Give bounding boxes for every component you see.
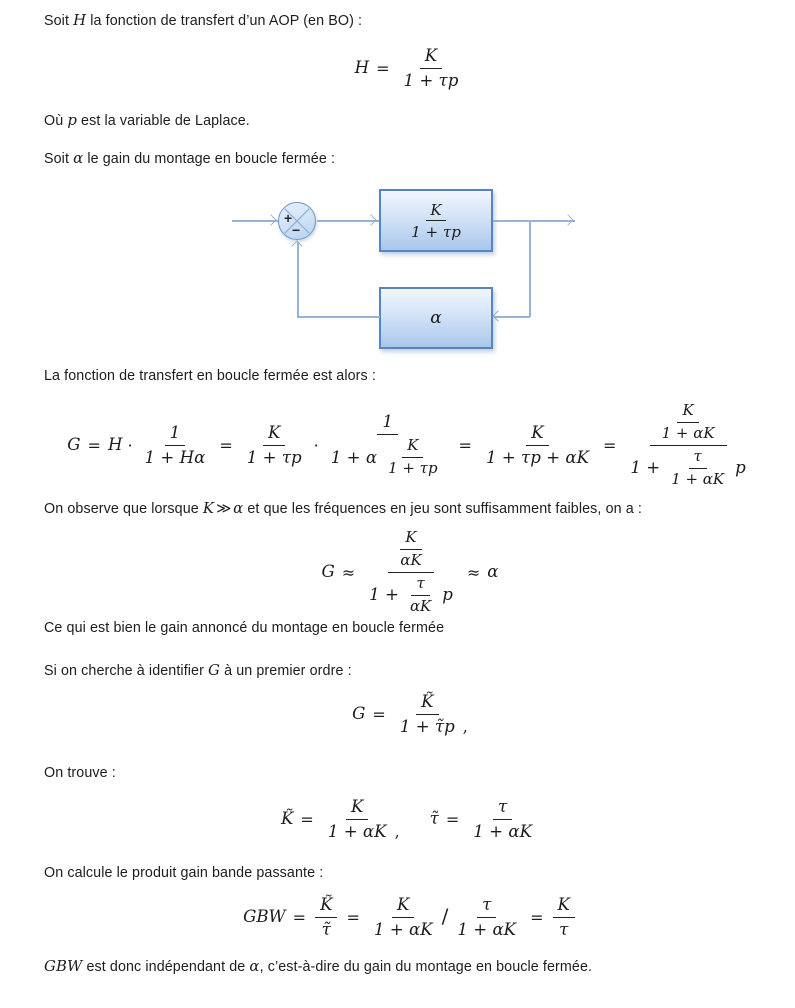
fraction — [481, 423, 594, 468]
math-var: K̃ — [281, 809, 294, 829]
much-greater-sign: ≫ — [216, 501, 232, 517]
fraction-numerator: τ — [689, 448, 707, 469]
fraction-numerator: K — [263, 423, 285, 446]
fraction-numerator: K — [400, 529, 421, 550]
math-term: 1 + — [630, 458, 661, 478]
text-segment: la fonction de transfert d’un AOP (en BO) : — [86, 13, 363, 29]
math-var-p: p — [67, 111, 77, 129]
math-var: p — [442, 585, 453, 605]
fraction — [625, 402, 750, 489]
fraction — [315, 895, 337, 940]
equals-sign: = — [376, 58, 390, 78]
paragraph-alpha-gain — [44, 149, 765, 169]
fraction-denominator — [364, 573, 458, 616]
nested-fraction — [657, 402, 720, 443]
formula-approximation — [25, 529, 795, 616]
math-var-alpha: α — [249, 957, 260, 975]
fraction-numerator: K — [420, 46, 442, 69]
text-segment: le gain du montage en boucle fermée : — [83, 151, 336, 167]
fraction-numerator: K — [402, 437, 423, 458]
text-segment: On observe que lorsque — [44, 501, 203, 517]
fraction-numerator: K — [677, 402, 698, 423]
equals-sign: = — [292, 907, 307, 927]
plus-sign: + — [284, 210, 293, 226]
minus-sign: − — [292, 222, 301, 238]
math-var-G: G — [208, 661, 221, 679]
text-segment: Si on cherche à identifier — [44, 663, 209, 679]
math-var: GBW — [243, 907, 286, 927]
fraction-numerator: K — [426, 201, 445, 221]
fraction — [242, 423, 307, 468]
paragraph-laplace — [44, 111, 765, 131]
text-segment: Soit — [44, 13, 74, 29]
text-segment: La fonction de transfert en boucle fermée est alors : — [44, 368, 376, 384]
text-segment: , c’est-à-dire du gain du montage en boucle fermée. — [259, 959, 593, 975]
math-var-H: H — [73, 11, 87, 29]
fraction-denominator: 1 + αK — [327, 821, 387, 841]
fraction-denominator: τ — [559, 919, 569, 939]
text-segment: est donc indépendant de — [82, 959, 250, 975]
paragraph-intro-transfer-function — [44, 11, 765, 31]
fraction-denominator: αK — [400, 550, 422, 569]
multiply-dot: · — [127, 435, 133, 455]
fraction — [140, 423, 211, 468]
nested-fraction — [405, 575, 436, 616]
fraction-denominator — [326, 435, 450, 478]
paragraph-gain-confirmation — [44, 619, 765, 638]
equals-sign: = — [530, 907, 544, 927]
math-term: 1 + — [369, 585, 399, 605]
nested-fraction — [666, 448, 729, 489]
fraction-denominator — [625, 446, 750, 489]
text-segment: à un premier ordre : — [220, 663, 352, 679]
text-segment: Soit — [44, 151, 74, 167]
division-slash: / — [441, 904, 449, 929]
fraction — [395, 692, 460, 737]
fraction-numerator: τ — [411, 575, 429, 596]
math-var: G — [321, 562, 335, 582]
fraction-denominator: 1 + τp — [246, 447, 302, 467]
fraction-numerator: K̃ — [416, 692, 438, 715]
math-var: H — [107, 435, 123, 455]
multiply-dot: · — [313, 435, 319, 455]
equals-sign: = — [372, 704, 386, 724]
fraction-numerator: K — [553, 895, 575, 918]
math-var-K: K — [202, 499, 215, 517]
equals-sign: = — [445, 809, 460, 829]
fraction — [323, 797, 392, 842]
paragraph-first-order — [44, 661, 765, 681]
fraction-denominator: 1 + αK — [373, 919, 433, 939]
feedback-return-line — [297, 316, 380, 318]
fraction — [369, 895, 438, 940]
fraction-denominator: 1 + τp + αK — [485, 447, 589, 467]
equals-sign: = — [458, 435, 472, 455]
text-segment: Où — [44, 113, 68, 129]
fraction-numerator: K — [346, 797, 368, 820]
fraction — [364, 529, 458, 616]
arrowhead-up-icon — [291, 240, 302, 251]
formula-closed-loop-derivation — [25, 402, 795, 489]
text-segment: est la variable de Laplace. — [76, 113, 250, 129]
text-segment: et que les fréquences en jeu sont suffisamment faibles, on a : — [243, 501, 642, 517]
nested-fraction — [383, 437, 442, 478]
math-var-alpha: α — [233, 499, 244, 517]
arrowhead-left-icon — [492, 310, 503, 321]
math-var-alpha: α — [487, 562, 499, 582]
fraction-denominator: 1 + τ̃p — [399, 716, 455, 736]
math-var: τ̃ — [429, 809, 439, 829]
fraction-denominator: 1 + τp — [388, 459, 438, 478]
math-var-GBW: GBW — [44, 957, 83, 975]
approx-sign: ≈ — [466, 562, 481, 582]
approx-sign: ≈ — [341, 562, 356, 582]
paragraph-closed-loop-intro — [44, 367, 765, 386]
equals-sign: = — [346, 907, 360, 927]
formula-open-loop — [25, 46, 795, 91]
paragraph-gbw-intro — [44, 864, 765, 883]
equals-sign: = — [87, 435, 101, 455]
fraction-denominator: 1 + αK — [473, 821, 532, 841]
feedback-block — [379, 287, 493, 349]
fraction-numerator: 1 — [377, 412, 398, 435]
text-segment: On trouve : — [44, 765, 116, 781]
comma: , — [394, 821, 400, 841]
feedback-up-line — [297, 242, 299, 317]
fraction-numerator: 1 — [165, 423, 186, 446]
feedback-block-label: α — [430, 308, 442, 328]
math-var: H — [354, 58, 370, 78]
paragraph-approximation-condition — [44, 499, 765, 519]
fraction — [398, 46, 463, 91]
fraction-numerator: K — [392, 895, 414, 918]
equals-sign: = — [603, 435, 617, 455]
branch-line — [529, 221, 531, 317]
arrowhead-right-icon — [562, 214, 573, 225]
math-var: p — [735, 458, 746, 478]
fraction-denominator: 1 + αK — [661, 423, 715, 442]
fraction-denominator: αK — [409, 596, 432, 615]
comma: , — [462, 716, 468, 736]
fraction — [468, 797, 537, 842]
formula-first-order-model — [25, 692, 795, 737]
math-term: 1 + α — [330, 447, 378, 467]
fraction-numerator — [388, 529, 433, 573]
paragraph-on-trouve — [44, 764, 765, 783]
math-var: G — [352, 704, 366, 724]
fraction-denominator: 1 + τp — [411, 222, 461, 241]
fraction-numerator: K — [526, 423, 548, 446]
fraction-numerator: τ — [493, 797, 512, 820]
formula-gbw — [25, 895, 795, 940]
paragraph-conclusion — [44, 957, 765, 977]
formula-identified-parameters — [25, 797, 795, 842]
fraction-numerator — [650, 402, 727, 446]
fraction — [406, 201, 466, 241]
fraction-denominator: 1 + αK — [457, 919, 517, 939]
fraction-denominator: 1 + τp — [403, 70, 459, 90]
forward-block — [379, 189, 493, 252]
fraction — [452, 895, 521, 940]
block-diagram — [0, 180, 795, 352]
equals-sign: = — [300, 809, 314, 829]
fraction — [553, 895, 575, 940]
arrowhead-right-icon — [265, 214, 276, 225]
text-segment: On calcule le produit gain bande passante : — [44, 865, 324, 881]
fraction — [326, 412, 450, 478]
arrowhead-right-icon — [365, 214, 376, 225]
equals-sign: = — [219, 435, 233, 455]
fraction-numerator: τ — [477, 895, 496, 918]
fraction-denominator: τ̃ — [321, 919, 331, 939]
math-var: G — [67, 435, 81, 455]
summing-junction — [278, 202, 316, 240]
fraction-denominator: 1 + Hα — [144, 447, 206, 467]
math-var-alpha: α — [73, 149, 84, 167]
text-segment: Ce qui est bien le gain annoncé du montage en boucle fermée — [44, 620, 445, 636]
fraction-denominator: 1 + αK — [671, 469, 725, 488]
nested-fraction — [395, 529, 426, 570]
fraction-numerator: K̃ — [315, 895, 337, 918]
